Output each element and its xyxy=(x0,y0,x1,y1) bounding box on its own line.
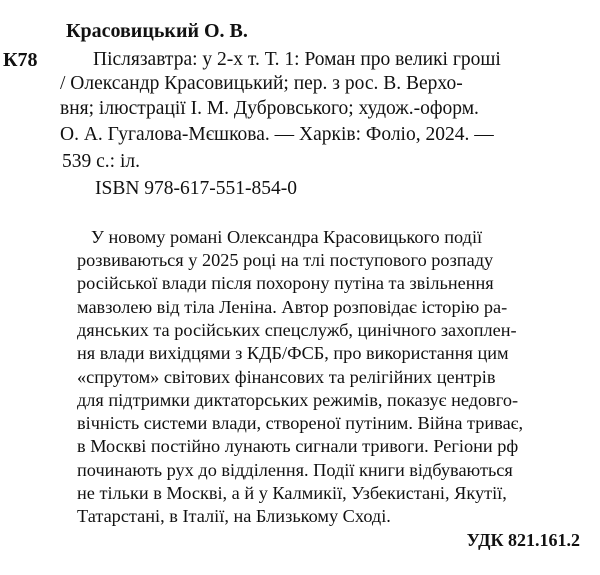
biblio-line: 539 с.: іл. xyxy=(62,151,140,172)
annotation-line: для підтримки диктаторських режимів, показує недовго- xyxy=(77,390,519,410)
isbn-number: ISBN 978-617-551-854-0 xyxy=(95,178,298,199)
biblio-line: Післязавтра: у 2-х т. Т. 1: Роман про великі гроші xyxy=(93,49,501,70)
annotation-line: Татарстані, в Італії, на Близькому Сході. xyxy=(77,506,391,526)
biblio-line: О. А. Гугалова-Мєшкова. — Харків: Фоліо, 2024. — xyxy=(60,124,494,145)
annotation-line: дянських та російських спецслужб, цинічного захоплен- xyxy=(77,320,517,340)
annotation-line: вічність системи влади, створеної путіним. Війна триває, xyxy=(77,413,524,433)
biblio-line: / Олександр Красовицький; пер. з рос. В. Верхо- xyxy=(60,73,463,94)
udc-code: УДК 821.161.2 xyxy=(466,530,580,550)
annotation-line: розвиваються у 2025 році на тлі поступового розпаду xyxy=(77,250,494,270)
annotation-line: «спрутом» світових фінансових та релігійних центрів xyxy=(77,367,496,387)
author-index-code: К78 xyxy=(3,49,38,71)
biblio-line: вня; ілюстрації І. М. Дубровського; худож.-оформ. xyxy=(60,98,479,119)
annotation-line: починають рух до відділення. Події книги відбуваються xyxy=(77,460,513,480)
annotation-line: мавзолею від тіла Леніна. Автор розповідає історію ра- xyxy=(77,297,508,317)
annotation-line: не тільки в Москві, а й у Калмикії, Узбекистані, Якутії, xyxy=(77,483,507,503)
author-heading: Красовицький О. В. xyxy=(66,20,248,42)
annotation-line: російської влади після похорону путіна та звільнення xyxy=(77,273,494,293)
annotation-line: У новому романі Олександра Красовицького події xyxy=(91,227,483,247)
annotation-line: в Москві постійно лунають сигнали тривоги. Регіони рф xyxy=(77,436,519,456)
annotation-line: ня влади вихідцями з КДБ/ФСБ, про використання цим xyxy=(77,343,509,363)
